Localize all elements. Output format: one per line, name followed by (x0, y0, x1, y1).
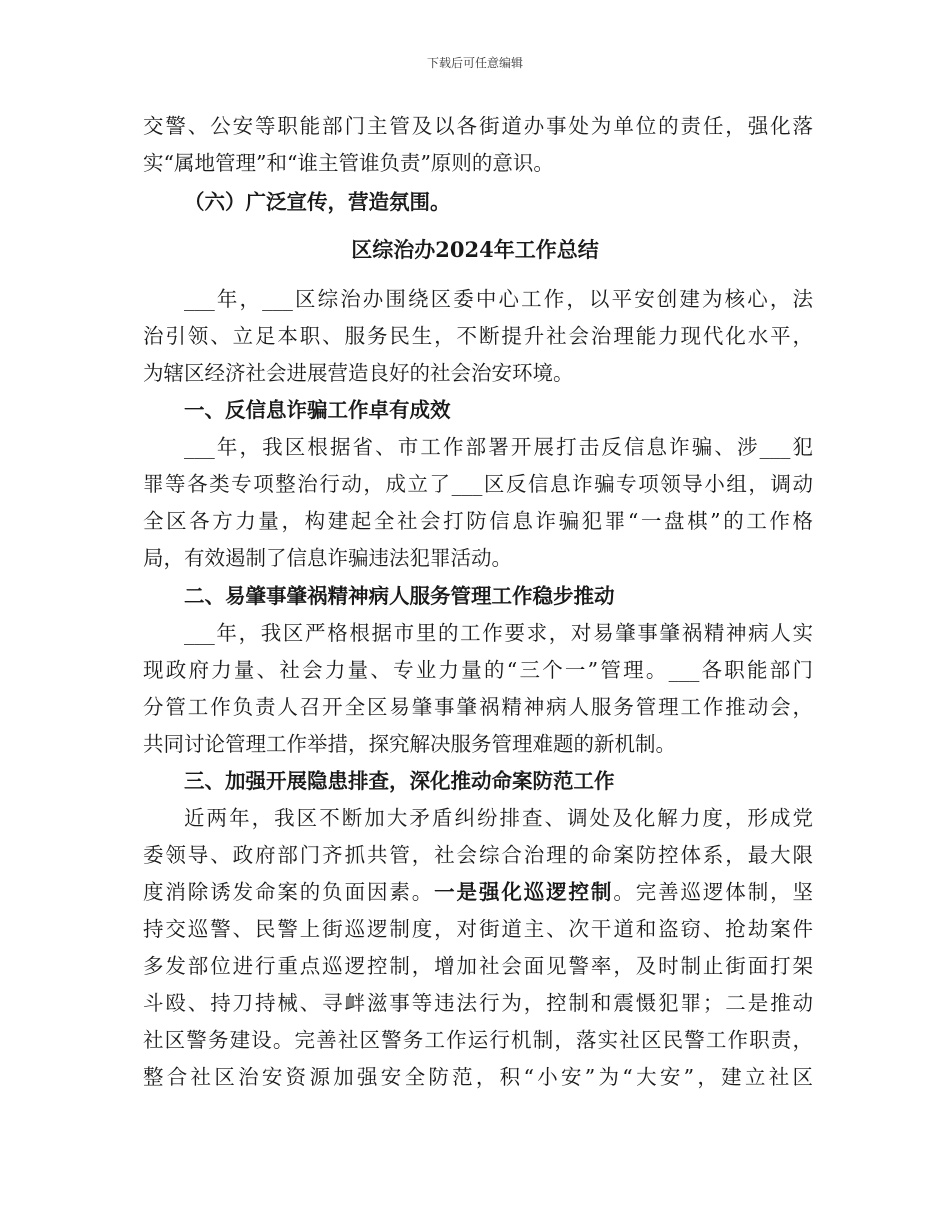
body-line: 全区各方力量，构建起全社会打防信息诈骗犯罪“一盘棋”的工作格 (143, 509, 813, 533)
body-line-mixed (143, 874, 813, 910)
body-line: 为辖区经济社会进展营造良好的社会治安环境。 (143, 361, 574, 385)
body-line: 局，有效遏制了信息诈骗违法犯罪活动。 (143, 546, 512, 570)
emphasis-text: 一是强化巡逻控制 (434, 880, 614, 904)
section-heading: 二、易肇事肇祸精神病人服务管理工作稳步推动 (184, 584, 615, 608)
section-heading: （六）广泛宣传，营造氛围。 (184, 190, 451, 214)
body-line: 委领导、政府部门齐抓共管，社会综合治理的命案防控体系，最大限 (143, 843, 813, 867)
body-line: 近两年，我区不断加大矛盾纠纷排查、调处及化解力度，形成党 (184, 806, 813, 830)
body-line: 社区警务建设。完善社区警务工作运行机制，落实社区民警工作职责， (143, 1028, 813, 1052)
body-line: 整合社区治安资源加强安全防范，积“小安”为“大安”，建立社区 (143, 1065, 813, 1089)
page-header: 下载后可任意编辑 (426, 56, 523, 70)
body-line: 共同讨论管理工作举措，探究解决服务管理难题的新机制。 (143, 732, 676, 756)
body-line: ___年，___区综治办围绕区委中心工作，以平安创建为核心，法 (184, 287, 813, 311)
document-title: 区综治办2024年工作总结 (351, 237, 599, 262)
body-line: 交警、公安等职能部门主管及以各街道办事处为单位的责任，强化落 (143, 114, 813, 138)
body-text: 。完善巡逻体制，坚 (613, 880, 814, 904)
body-line: 持交巡警、民警上街巡逻制度，对街道主、次干道和盗窃、抢劫案件 (143, 917, 813, 941)
body-line: 实“属地管理”和“谁主管谁负责”原则的意识。 (143, 151, 554, 175)
body-text: 度消除诱发命案的负面因素。 (143, 880, 435, 904)
body-line: 多发部位进行重点巡逻控制，增加社会面见警率，及时制止街面打架 (143, 954, 813, 978)
body-line: ___年，我区严格根据市里的工作要求，对易肇事肇祸精神病人实 (184, 621, 813, 645)
body-line: ___年，我区根据省、市工作部署开展打击反信息诈骗、涉___犯 (184, 435, 813, 459)
body-line: 分管工作负责人召开全区易肇事肇祸精神病人服务管理工作推动会， (143, 695, 813, 719)
body-line: 治引领、立足本职、服务民生，不断提升社会治理能力现代化水平， (143, 324, 813, 348)
section-heading: 三、加强开展隐患排查，深化推动命案防范工作 (184, 769, 615, 793)
body-line: 斗殴、持刀持械、寻衅滋事等违法行为，控制和震慑犯罪；二是推动 (143, 991, 813, 1015)
section-heading: 一、反信息诈骗工作卓有成效 (184, 398, 451, 422)
body-line: 现政府力量、社会力量、专业力量的“三个一”管理。___各职能部门 (143, 658, 813, 682)
body-line: 罪等各类专项整治行动，成立了___区反信息诈骗专项领导小组，调动 (143, 472, 813, 496)
